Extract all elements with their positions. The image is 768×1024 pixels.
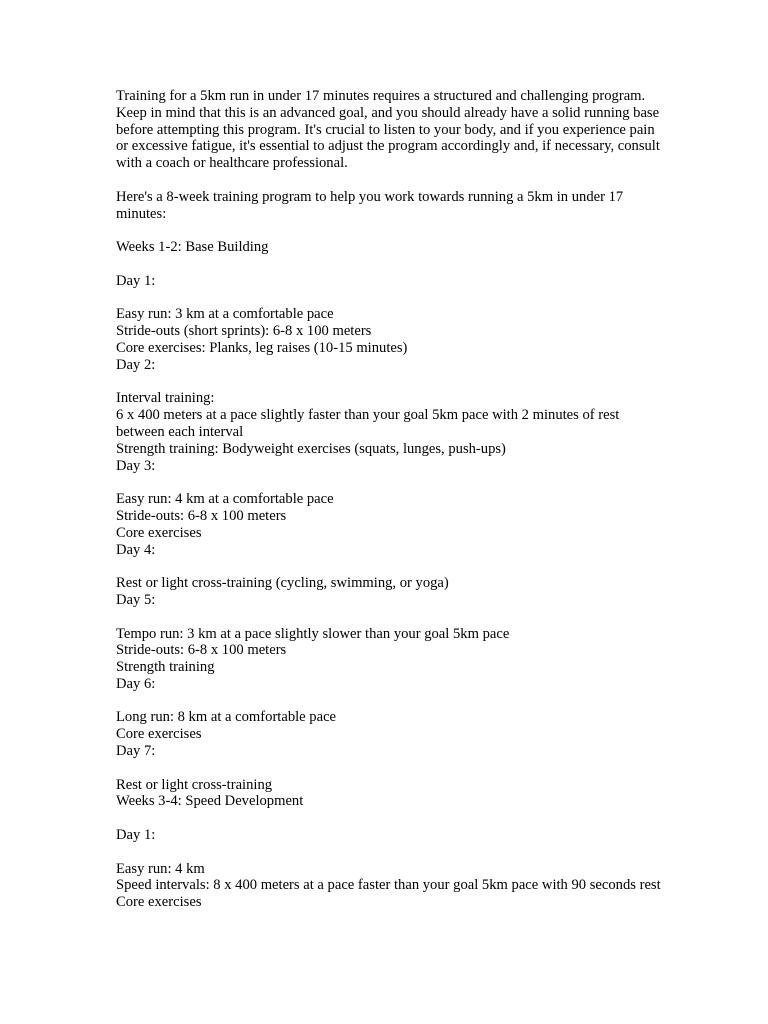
workout-line: Stride-outs: 6-8 x 100 meters bbox=[116, 507, 287, 524]
day-label: Day 7: bbox=[116, 743, 156, 760]
workout-line: Speed intervals: 8 x 400 meters at a pace faster than your goal 5km pace with 90 seconds rest bbox=[116, 877, 661, 894]
workout-line: Rest or light cross-training bbox=[116, 776, 273, 793]
workout-line: Stride-outs (short sprints): 6-8 x 100 meters bbox=[116, 323, 372, 340]
spacer bbox=[116, 222, 661, 239]
day-label: Day 3: bbox=[116, 457, 156, 474]
spacer bbox=[116, 256, 661, 273]
workout-line: Core exercises bbox=[116, 524, 202, 541]
workout-line: Easy run: 4 km at a comfortable pace bbox=[116, 491, 334, 508]
workout-line: 6 x 400 meters at a pace slightly faster than your goal 5km pace with 2 minutes of rest between each interval bbox=[116, 407, 624, 440]
workout-line: Rest or light cross-training (cycling, swimming, or yoga) bbox=[116, 575, 449, 592]
day-label: Day 6: bbox=[116, 675, 156, 692]
spacer bbox=[116, 760, 661, 777]
workout-line: Interval training: bbox=[116, 390, 215, 407]
spacer bbox=[116, 693, 661, 710]
section-heading-weeks-3-4: Weeks 3-4: Speed Development bbox=[116, 793, 304, 810]
workout-line: Strength training: Bodyweight exercises (squats, lunges, push-ups) bbox=[116, 440, 506, 457]
workout-line: Core exercises: Planks, leg raises (10-15 minutes) bbox=[116, 339, 408, 356]
spacer bbox=[116, 810, 661, 827]
workout-line: Core exercises bbox=[116, 726, 202, 743]
workout-line: Long run: 8 km at a comfortable pace bbox=[116, 709, 337, 726]
day-label: Day 1: bbox=[116, 827, 156, 844]
document-page bbox=[116, 88, 661, 911]
workout-line: Stride-outs: 6-8 x 100 meters bbox=[116, 642, 287, 659]
intro-paragraph: Training for a 5km run in under 17 minutes requires a structured and challenging program. Keep in mind that this is an advanced goal, and you should already have a solid running base before attempting this program. It's crucial to listen to your body, and if you experience pain or excessive fatigue, it's essential to adjust the program accordingly and, if necessary, consult with a coach or healthcare professional. bbox=[116, 88, 660, 172]
spacer bbox=[116, 844, 661, 861]
program-intro-paragraph: Here's a 8-week training program to help you work towards running a 5km in under 17 minutes: bbox=[116, 188, 624, 222]
spacer bbox=[116, 172, 661, 189]
day-label: Day 2: bbox=[116, 356, 156, 373]
section-heading-weeks-1-2: Weeks 1-2: Base Building bbox=[116, 239, 269, 256]
spacer bbox=[116, 374, 661, 391]
workout-line: Tempo run: 3 km at a pace slightly slower than your goal 5km pace bbox=[116, 625, 510, 642]
workout-line: Easy run: 4 km bbox=[116, 860, 205, 877]
day-label: Day 5: bbox=[116, 591, 156, 608]
spacer bbox=[116, 474, 661, 491]
workout-line: Core exercises bbox=[116, 894, 202, 911]
spacer bbox=[116, 558, 661, 575]
spacer bbox=[116, 290, 661, 307]
workout-line: Strength training bbox=[116, 659, 215, 676]
day-label: Day 4: bbox=[116, 541, 156, 558]
workout-line: Easy run: 3 km at a comfortable pace bbox=[116, 306, 334, 323]
spacer bbox=[116, 609, 661, 626]
day-label: Day 1: bbox=[116, 272, 156, 289]
